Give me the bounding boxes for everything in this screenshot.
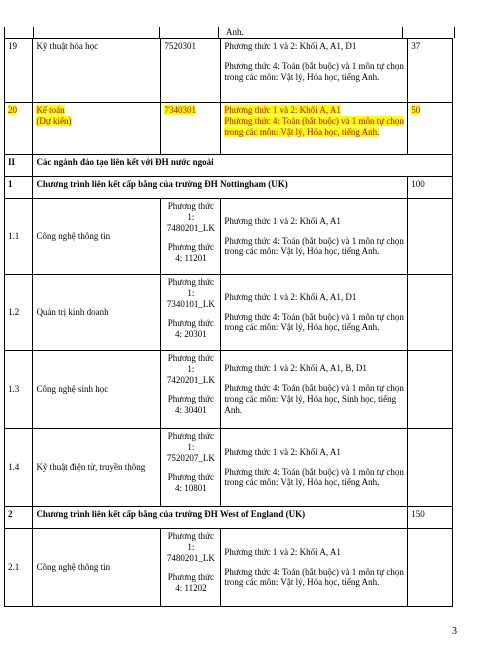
admission-methods bbox=[221, 39, 408, 103]
method-4: Phương thức 4: Toán (bắt buộc) và 1 môn tự chọn trong các môn: Vật lý, Hóa học, tiếng Anh. bbox=[224, 235, 404, 257]
major-name: Kỹ thuật hóa học bbox=[33, 39, 161, 103]
admission-methods bbox=[221, 429, 408, 507]
code-method-4: Phương thức 4: 20301 bbox=[167, 318, 215, 340]
quota bbox=[408, 429, 453, 507]
major-code: 7520301 bbox=[161, 39, 221, 103]
quota bbox=[408, 275, 453, 351]
method-1: Phương thức 1 và 2: Khối A, A1 bbox=[224, 546, 341, 557]
quota bbox=[408, 351, 453, 429]
method-4: Phương thức 4: Toán (bắt buộc) và 1 môn tự chọn trong các môn: Vật lý, Hóa học, tiếng Anh. bbox=[224, 115, 404, 137]
table-row bbox=[5, 351, 453, 429]
major-code bbox=[161, 529, 221, 607]
table-row bbox=[5, 429, 453, 507]
program-title: Chương trình liên kết cấp bằng của trường ĐH West of England (UK) bbox=[33, 507, 408, 529]
code-method-1: Phương thức 1: 7480201_LK bbox=[166, 201, 215, 233]
code-method-1: Phương thức 1: 7520207_LK bbox=[166, 431, 215, 463]
section-header bbox=[5, 155, 453, 177]
major-name: Công nghệ thông tin bbox=[33, 529, 161, 607]
major-code bbox=[161, 275, 221, 351]
admission-methods bbox=[221, 529, 408, 607]
code-method-1: Phương thức 1: 7420201_LK bbox=[166, 353, 215, 385]
major-name: Công nghệ thông tin bbox=[33, 199, 161, 275]
method-4: Phương thức 4: Toán (bắt buộc) và 1 môn tự chọn trong các môn: Vật lý, Hóa học, Sinh học, tiếng Anh. bbox=[224, 383, 404, 415]
major-code bbox=[161, 103, 221, 155]
program-number: 1 bbox=[5, 177, 33, 199]
method-4: Phương thức 4: Toán (bắt buộc) và 1 môn tự chọn trong các môn: Vật lý, Hóa học, tiếng Anh. bbox=[224, 566, 404, 588]
quota: 37 bbox=[408, 39, 453, 103]
major-code bbox=[161, 429, 221, 507]
major-code bbox=[161, 351, 221, 429]
row-number bbox=[5, 103, 33, 155]
divider bbox=[402, 27, 403, 38]
major-note: (Dự kiến) bbox=[36, 115, 72, 126]
code-method-1: Phương thức 1: 7340101_LK bbox=[166, 277, 215, 309]
section-roman: II bbox=[5, 155, 33, 177]
code-method-4: Phương thức 4: 11201 bbox=[167, 242, 215, 264]
row-number: 19 bbox=[5, 39, 33, 103]
table-continuation bbox=[4, 27, 455, 38]
program-header bbox=[5, 177, 453, 199]
major-name bbox=[33, 103, 161, 155]
method-4: Phương thức 4: Toán (bắt buộc) và 1 môn tự chọn trong các môn: Vật lý, Hóa học, tiếng Anh. bbox=[224, 311, 404, 333]
item-number: 1.2 bbox=[5, 275, 33, 351]
code-method-4: Phương thức 4: 11202 bbox=[167, 572, 215, 594]
admission-methods bbox=[221, 103, 408, 155]
method-1: Phương thức 1 và 2: Khối A, A1, B, D1 bbox=[224, 363, 367, 374]
quota bbox=[408, 529, 453, 607]
major-name: Quản trị kinh doanh bbox=[33, 275, 161, 351]
table-row bbox=[5, 103, 453, 155]
table-row bbox=[5, 529, 453, 607]
major-name: Công nghệ sinh học bbox=[33, 351, 161, 429]
quota bbox=[408, 103, 453, 155]
quota-text: 50 bbox=[411, 105, 421, 115]
program-quota: 100 bbox=[408, 177, 453, 199]
method-1: Phương thức 1 và 2: Khối A, A1, D1 bbox=[224, 291, 357, 302]
quota bbox=[408, 199, 453, 275]
table-row bbox=[5, 275, 453, 351]
table-row bbox=[5, 39, 453, 103]
program-quota: 150 bbox=[408, 507, 453, 529]
divider bbox=[218, 27, 219, 38]
page-number: 3 bbox=[452, 626, 457, 637]
method-1: Phương thức 1 và 2: Khối A, A1 bbox=[224, 215, 341, 226]
admission-table bbox=[4, 38, 453, 607]
method-4: Phương thức 4: Toán (bắt buộc) và 1 môn tự chọn trong các môn: Vật lý, Hóa học, tiếng Anh. bbox=[224, 466, 404, 488]
program-title: Chương trình liên kết cấp bằng của trường ĐH Nottingham (UK) bbox=[33, 177, 408, 199]
item-number: 1.3 bbox=[5, 351, 33, 429]
divider bbox=[33, 27, 34, 38]
admission-methods bbox=[221, 275, 408, 351]
program-number: 2 bbox=[5, 507, 33, 529]
item-number: 2.1 bbox=[5, 529, 33, 607]
divider bbox=[159, 27, 160, 38]
program-header bbox=[5, 507, 453, 529]
method-1: Phương thức 1 và 2: Khối A, A1 bbox=[224, 446, 341, 457]
item-number: 1.4 bbox=[5, 429, 33, 507]
carry-over-text: Anh. bbox=[226, 27, 244, 37]
method-4: Phương thức 4: Toán (bắt buộc) và 1 môn tự chọn trong các môn: Vật lý, Hóa học, tiếng Anh. bbox=[224, 60, 404, 82]
major-name-text: Kế toán bbox=[36, 105, 65, 115]
section-title: Các ngành đào tạo liên kết với ĐH nước ngoài bbox=[33, 155, 453, 177]
code-method-1: Phương thức 1: 7480201_LK bbox=[166, 531, 215, 563]
admission-methods bbox=[221, 199, 408, 275]
row-number-text: 20 bbox=[8, 105, 17, 115]
major-code-text: 7340301 bbox=[164, 105, 196, 115]
table-row bbox=[5, 199, 453, 275]
code-method-4: Phương thức 4: 30401 bbox=[167, 394, 215, 416]
major-name: Kỹ thuật điện tử, truyền thông bbox=[33, 429, 161, 507]
item-number: 1.1 bbox=[5, 199, 33, 275]
admission-methods bbox=[221, 351, 408, 429]
method-1: Phương thức 1 và 2: Khối A, A1 bbox=[224, 105, 341, 115]
major-code bbox=[161, 199, 221, 275]
method-1: Phương thức 1 và 2: Khối A, A1, D1 bbox=[224, 41, 357, 51]
code-method-4: Phương thức 4: 10801 bbox=[167, 472, 215, 494]
